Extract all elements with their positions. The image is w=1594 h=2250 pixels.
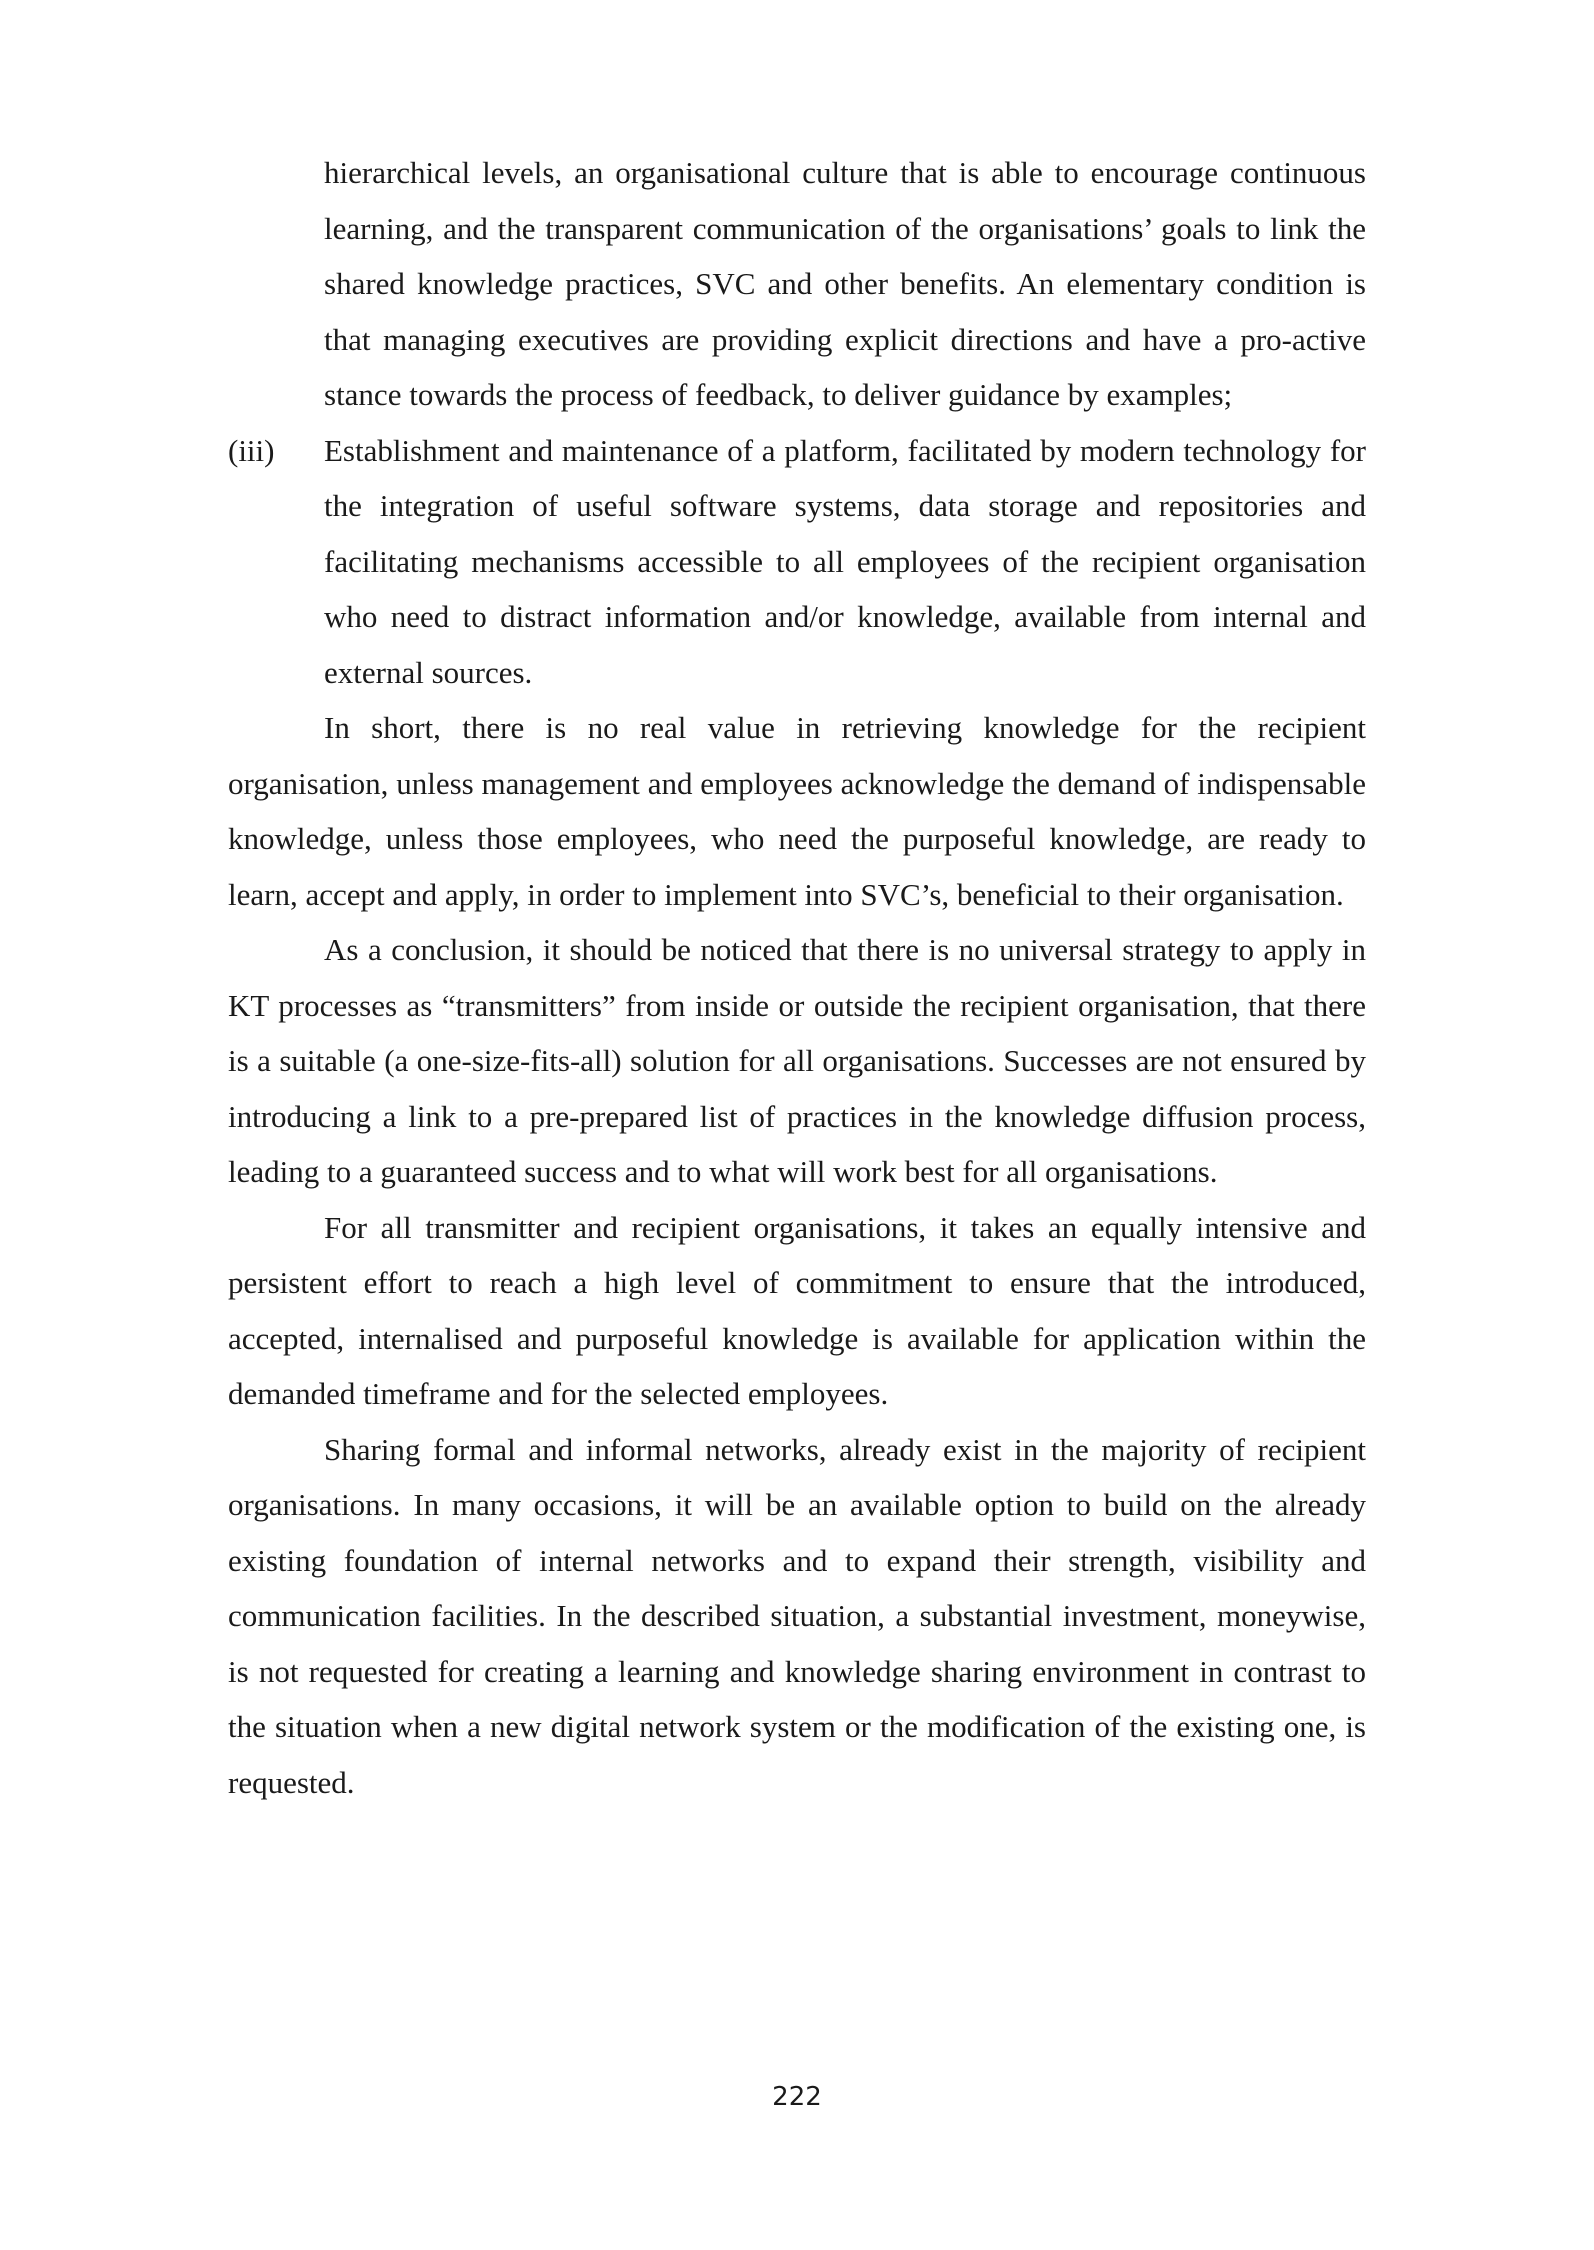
page-body <box>228 145 1366 1810</box>
list-item-text: Establishment and maintenance of a platform, facilitated by modern technology for the integration of useful software systems, data storage and repositories and facilitating mechanisms accessible to all employees of the recipient organisation who need to distract information and/or knowledge, available from internal and external sources. <box>324 432 1366 690</box>
page-number: 222 <box>772 2082 822 2112</box>
list-item-continuation: hierarchical levels, an organisational culture that is able to encourage continuous learning, and the transparent communication of the organisations’ goals to link the shared knowledge practices, SVC and other benefits. An elementary condition is that managing executives are providing explicit directions and have a pro-active stance towards the process of feedback, to deliver guidance by examples; <box>324 155 1366 412</box>
paragraph-commitment: For all transmitter and recipient organisations, it takes an equally intensive and persistent effort to reach a high level of commitment to ensure that the introduced, accepted, internalised and purposeful knowledge is available for application within the demanded timeframe and for the selected employees. <box>228 1209 1366 1411</box>
paragraph-in-short: In short, there is no real value in retrieving knowledge for the recipient organisation, unless management and employees acknowledge the demand of indispensable knowledge, unless those employees, who need the purposeful knowledge, are ready to learn, accept and apply, in order to implement into SVC’s, beneficial to their organisation. <box>228 710 1366 912</box>
list-marker: (iii) <box>228 432 275 468</box>
paragraph-conclusion: As a conclusion, it should be noticed that there is no universal strategy to apply in KT processes as “transmitters” from inside or outside the recipient organisation, that there is a suitable (a one-size-fits-all) solution for all organisations. Successes are not ensured by introducing a link to a pre-prepared list of practices in the knowledge diffusion process, leading to a guaranteed success and to what will work best for all organisations. <box>228 932 1366 1189</box>
list-item-iii <box>228 423 1366 701</box>
paragraph-networks: Sharing formal and informal networks, already exist in the majority of recipient organisations. In many occasions, it will be an available option to build on the already existing foundation of internal networks and to expand their strength, visibility and communication facilities. In the described situation, a substantial investment, moneywise, is not requested for creating a learning and knowledge sharing environment in contrast to the situation when a new digital network system or the modification of the existing one, is requested. <box>228 1431 1366 1800</box>
